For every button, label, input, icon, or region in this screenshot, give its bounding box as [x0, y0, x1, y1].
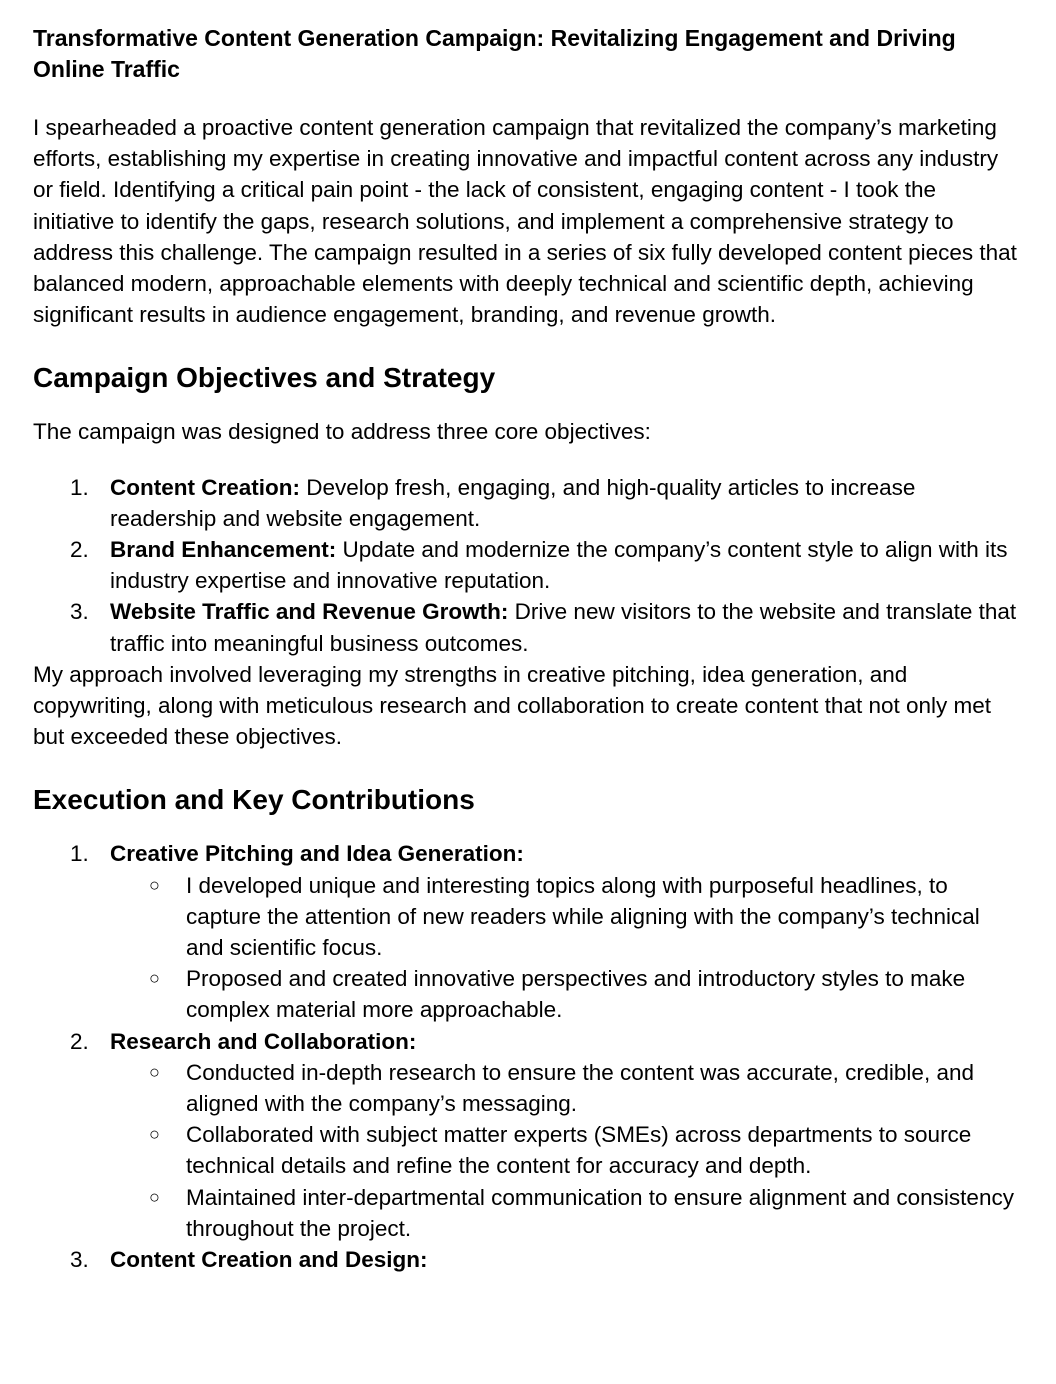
- list-number: 2.: [70, 537, 89, 563]
- objective-text: Drive new visitors to the website and translate that traffic into meaningful business outcomes.: [110, 599, 1017, 656]
- document-title: Transformative Content Generation Campaign: Revitalizing Engagement and Driving Online Traffic: [33, 25, 956, 82]
- list-number: 2.: [70, 1028, 89, 1054]
- execution-item-label: Content Creation and Design:: [110, 1247, 428, 1273]
- objectives-list: [33, 472, 1022, 659]
- objectives-lead: The campaign was designed to address three core objectives:: [33, 419, 651, 445]
- list-number: 1.: [70, 474, 89, 500]
- list-item: [33, 963, 1022, 1025]
- execution-item: [33, 1026, 1022, 1244]
- hollow-circle-bullet-icon: ○: [149, 1186, 160, 1207]
- list-item: [33, 1119, 1022, 1181]
- bullet-text: I developed unique and interesting topics along with purposeful headlines, to capture the attention of new readers while aligning with the company’s technical and scientific focus.: [186, 872, 980, 961]
- execution-item: [33, 838, 1022, 1025]
- sub-bullet-list: [110, 1057, 1022, 1244]
- approach-paragraph: My approach involved leveraging my strengths in creative pitching, idea generation, and copywriting, along with meticulous research and collaboration to create content that not only met but exceeded these objectives.: [33, 661, 992, 750]
- list-number: 3.: [70, 599, 89, 625]
- hollow-circle-bullet-icon: ○: [149, 968, 160, 989]
- execution-list: [33, 838, 1022, 1275]
- list-item: [33, 1057, 1022, 1119]
- list-number: 1.: [70, 841, 89, 867]
- execution-item-label: Research and Collaboration:: [110, 1028, 417, 1054]
- objective-item: [33, 596, 1022, 658]
- intro-paragraph: I spearheaded a proactive content generation campaign that revitalized the company’s marketing efforts, establishing my expertise in creating innovative and impactful content across any industry or field. Identifying a critical pain point - the lack of consistent, engaging content - I took the initiative to identify the gaps, research solutions, and implement a comprehensive strategy to address this challenge. The campaign resulted in a series of six fully developed content pieces that balanced modern, approachable elements with deeply technical and scientific depth, achieving significant results in audience engagement, branding, and revenue growth.: [33, 115, 1017, 328]
- list-item: [33, 1182, 1022, 1244]
- hollow-circle-bullet-icon: ○: [149, 1124, 160, 1145]
- list-number: 3.: [70, 1247, 89, 1273]
- sub-bullet-list: [110, 870, 1022, 1026]
- objectives-heading: Campaign Objectives and Strategy: [33, 362, 496, 394]
- objective-label: Website Traffic and Revenue Growth:: [110, 599, 509, 625]
- objective-item: [33, 472, 1022, 534]
- execution-item-label: Creative Pitching and Idea Generation:: [110, 841, 524, 867]
- objective-text: Develop fresh, engaging, and high-quality articles to increase readership and website engagement.: [110, 474, 916, 531]
- objective-label: Brand Enhancement:: [110, 537, 337, 563]
- objective-text: Update and modernize the company’s content style to align with its industry expertise and innovative reputation.: [110, 537, 1008, 594]
- bullet-text: Proposed and created innovative perspectives and introductory styles to make complex material more approachable.: [186, 966, 966, 1023]
- bullet-text: Conducted in-depth research to ensure the content was accurate, credible, and aligned with the company’s messaging.: [186, 1059, 974, 1117]
- hollow-circle-bullet-icon: ○: [149, 874, 160, 895]
- hollow-circle-bullet-icon: ○: [149, 1061, 160, 1082]
- list-item: [33, 870, 1022, 964]
- execution-item: [33, 1244, 1022, 1275]
- execution-heading: Execution and Key Contributions: [33, 784, 475, 816]
- bullet-text: Maintained inter-departmental communication to ensure alignment and consistency throughout the project.: [186, 1184, 1014, 1241]
- objective-label: Content Creation:: [110, 474, 300, 500]
- objective-item: [33, 534, 1022, 596]
- bullet-text: Collaborated with subject matter experts (SMEs) across departments to source technical details and refine the content for accuracy and depth.: [186, 1122, 972, 1179]
